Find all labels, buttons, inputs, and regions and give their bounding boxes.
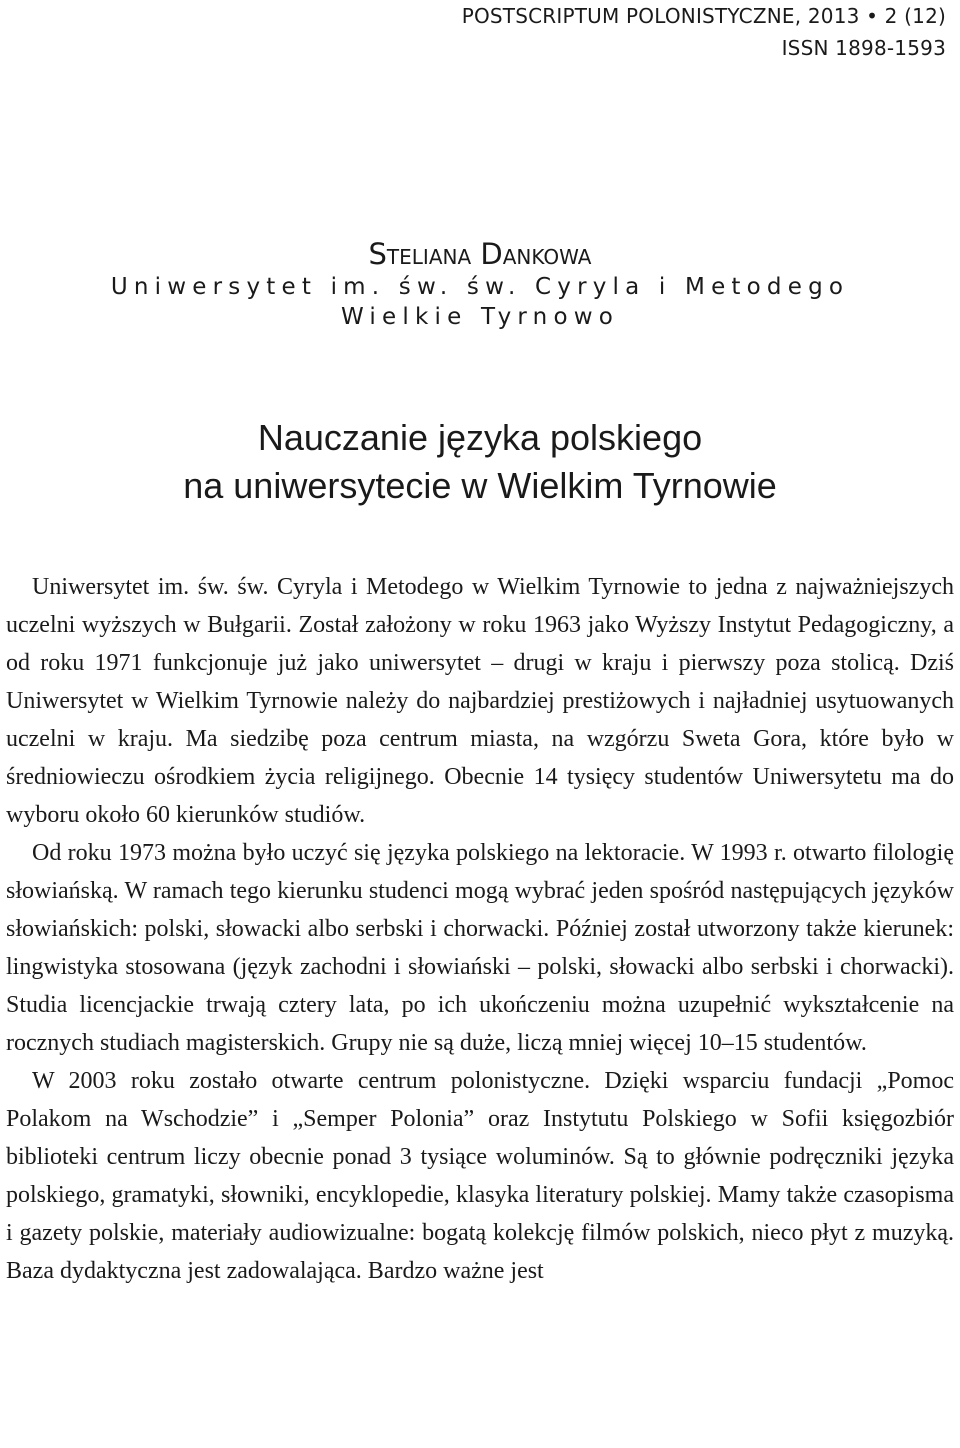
body-text <box>6 568 954 1290</box>
affiliation-line-2: Wielkie Tyrnowo <box>341 304 619 330</box>
paragraph: W 2003 roku zostało otwarte centrum polonistyczne. Dzięki wsparciu fundacji „Pomoc Polakom na Wschodzie” i „Semper Polonia” oraz Instytutu Polskiego w Sofii księgozbiór biblioteki centrum liczy obecnie ponad 3 tysiące woluminów. Są to głównie podręczniki języka polskiego, gramatyki, słowniki, encyklopedie, klasyka literatury polskiej. Mamy także czasopisma i gazety polskie, materiały audiowizualne: bogatą kolekcję filmów polskich, nieco płyt z muzyką. Baza dydaktyczna jest zadowalająca. Bardzo ważne jest <box>6 1068 954 1284</box>
running-header <box>462 0 946 64</box>
paragraph: Uniwersytet im. św. św. Cyryla i Metodego w Wielkim Tyrnowie to jedna z najważniejszych uczelni wyższych w Bułgarii. Został założony w roku 1963 jako Wyższy Instytut Pedagogiczny, a od roku 1971 funkcjonuje już jako uniwersytet – drugi w kraju i pierwszy poza stolicą. Dziś Uniwersytet w Wielkim Tyrnowie należy do najbardziej prestiżowych i najładniej usytuowanych uczelni w kraju. Ma siedzibę poza centrum miasta, na wzgórzu Sweta Gora, które było w średniowieczu ośrodkiem życia religijnego. Obecnie 14 tysięcy studentów Uniwersytetu ma do wyboru około 60 kierunków studiów. <box>6 574 954 828</box>
title-line-1: Nauczanie języka polskiego <box>257 417 703 458</box>
author-block <box>0 236 960 332</box>
paragraph: Od roku 1973 można było uczyć się języka polskiego na lektoracie. W 1993 r. otwarto filologię słowiańską. W ramach tego kierunku studenci mogą wybrać jeden spośród następujących języków słowiańskich: polski, słowacki albo serbski i chorwacki. Później został utworzony także kierunek: lingwistyka stosowana (język zachodni i słowiański – polski, słowacki albo serbski i chorwacki). Studia licencjackie trwają cztery lata, po ich ukończeniu można uzupełnić wykształcenie na rocznych studiach magisterskich. Grupy nie są duże, liczą mniej więcej 10–15 studentów. <box>6 840 954 1056</box>
author-name: Steliana Dankowa <box>368 237 592 271</box>
affiliation-line-1: Uniwersytet im. św. św. Cyryla i Metodego <box>110 274 850 300</box>
title-line-2: na uniwersytecie w Wielkim Tyrnowie <box>183 465 777 506</box>
issn: ISSN 1898-1593 <box>781 36 946 60</box>
journal-title: POSTSCRIPTUM POLONISTYCZNE, 2013 • 2 (12) <box>461 4 946 28</box>
article-title <box>0 414 960 510</box>
